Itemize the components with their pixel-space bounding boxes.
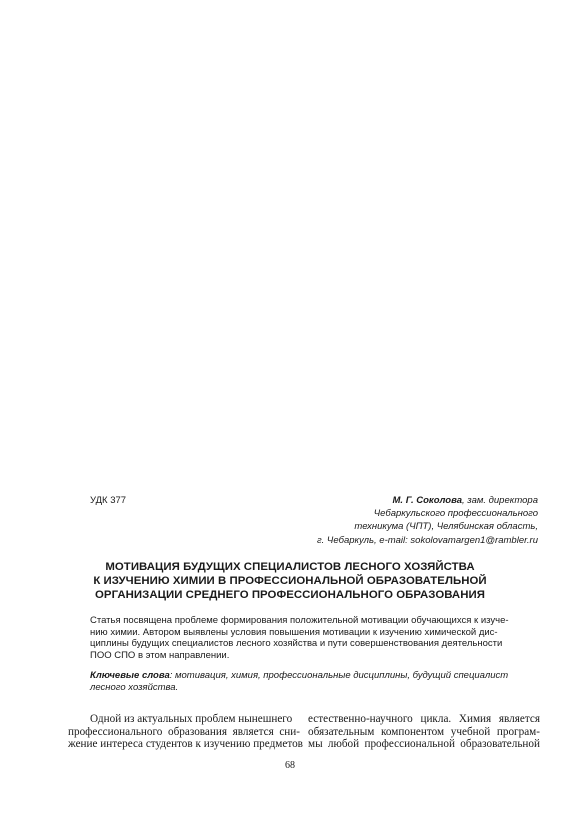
keywords-list: : мотивация, химия, профессиональные дисциплины, будущий специалист <box>169 670 509 681</box>
body-line: Одной из актуальных проблем нынешнего <box>90 713 293 725</box>
author-affiliation-1: Чебаркульского профессионального <box>373 508 538 520</box>
keywords-line-1 <box>90 670 540 682</box>
body-line: мы любой профессиональной образовательной <box>308 738 540 751</box>
body-line: жение интереса студентов к изучению предметов <box>68 738 303 751</box>
author-line-1 <box>278 494 538 507</box>
title-line: ОРГАНИЗАЦИИ СРЕДНЕГО ПРОФЕССИОНАЛЬНОГО ОБРАЗОВАНИЯ <box>95 589 485 601</box>
author-name: М. Г. Соколова <box>392 495 462 506</box>
keywords <box>90 670 540 693</box>
body-line: естественно-научного цикла. Химия является <box>308 713 540 725</box>
abstract-line: ПОО СПО в этом направлении. <box>90 650 230 662</box>
udc-code: УДК 377 <box>90 495 127 506</box>
author-position: , зам. директора <box>461 495 538 506</box>
page-number: 68 <box>285 760 295 771</box>
abstract-line: нию химии. Автором выявлены условия повышения мотивации к изучению химической дис- <box>90 626 498 638</box>
keywords-label: Ключевые слова <box>90 670 170 681</box>
keywords-line-2: лесного хозяйства. <box>90 681 179 693</box>
author-block <box>278 494 538 547</box>
title-line: МОТИВАЦИЯ БУДУЩИХ СПЕЦИАЛИСТОВ ЛЕСНОГО ХОЗЯЙСТВА <box>105 561 475 573</box>
body-line: профессионального образования является сни- <box>68 725 300 738</box>
abstract <box>90 615 540 662</box>
body-column-right <box>308 713 540 751</box>
body-column-left <box>68 713 303 751</box>
title-line: К ИЗУЧЕНИЮ ХИМИИ В ПРОФЕССИОНАЛЬНОЙ ОБРАЗОВАТЕЛЬНОЙ <box>93 575 487 587</box>
abstract-line: Статья посвящена проблеме формирования положительной мотивации обучающихся к изуче- <box>90 615 509 626</box>
abstract-line: циплины будущих специалистов лесного хозяйства и пути совершенствования деятельности <box>90 638 503 650</box>
author-contact: г. Чебаркуль, e-mail: sokolovamargen1@rambler.ru <box>316 534 538 546</box>
body-line: обязательным компонентом учебной програм- <box>308 725 540 738</box>
article-title <box>60 560 520 602</box>
author-affiliation-2: техникума (ЧПТ), Челябинская область, <box>354 521 538 533</box>
